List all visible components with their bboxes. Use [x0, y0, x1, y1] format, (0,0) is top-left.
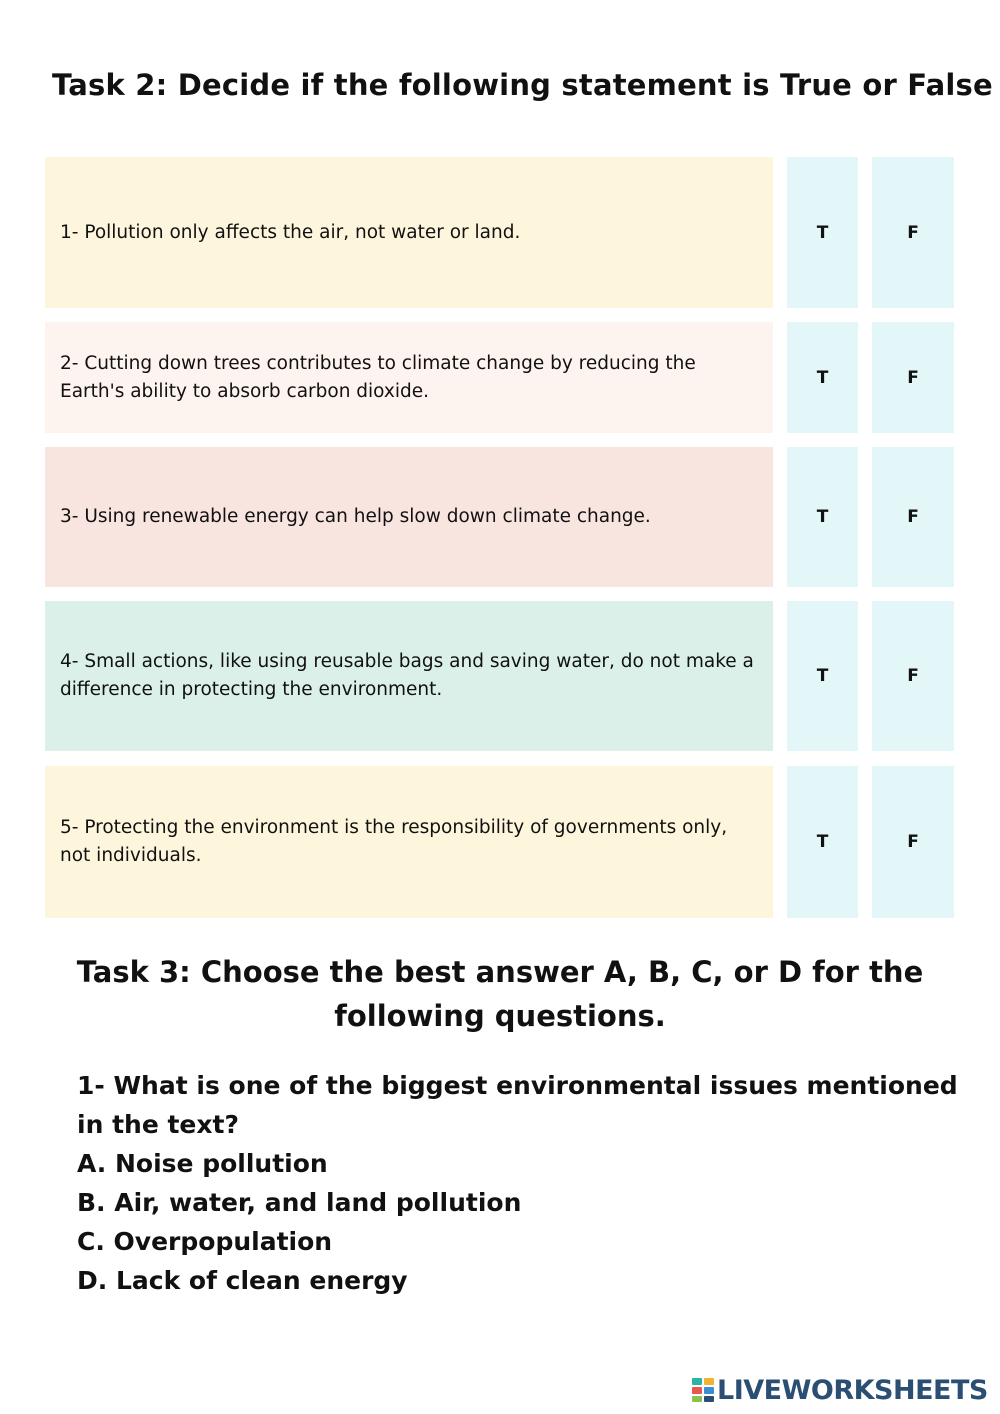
false-option[interactable]: F — [872, 322, 954, 433]
false-option[interactable]: F — [872, 601, 954, 751]
false-option[interactable]: F — [872, 766, 954, 918]
true-option[interactable]: T — [787, 447, 858, 587]
question-text: 1- What is one of the biggest environmental issues mentioned in the text? — [77, 1071, 958, 1139]
false-option[interactable]: F — [872, 157, 954, 308]
statement-text: 2- Cutting down trees contributes to climate change by reducing the Earth's ability to absorb carbon dioxide. — [45, 322, 773, 433]
choice-b[interactable]: B. Air, water, and land pollution — [77, 1188, 522, 1217]
choice-c[interactable]: C. Overpopulation — [77, 1227, 333, 1256]
liveworksheets-logo — [692, 1374, 988, 1406]
choice-d[interactable]: D. Lack of clean energy — [77, 1266, 408, 1295]
choice-a[interactable]: A. Noise pollution — [77, 1149, 328, 1178]
task3-title: Task 3: Choose the best answer A, B, C, or D for the following questions. — [76, 955, 924, 1033]
statement-text: 3- Using renewable energy can help slow down climate change. — [45, 447, 773, 587]
true-option[interactable]: T — [787, 322, 858, 433]
task2-title: Task 2: Decide if the following statement is True or False — [52, 68, 993, 102]
true-option[interactable]: T — [787, 601, 858, 751]
statement-text: 4- Small actions, like using reusable bags and saving water, do not make a difference in protecting the environment. — [45, 601, 773, 751]
false-option[interactable]: F — [872, 447, 954, 587]
true-option[interactable]: T — [787, 157, 858, 308]
statement-text: 1- Pollution only affects the air, not water or land. — [45, 157, 773, 308]
brand-name: LIVEWORKSHEETS — [717, 1374, 988, 1406]
answer-choices — [77, 1144, 521, 1300]
true-option[interactable]: T — [787, 766, 858, 918]
statement-text: 5- Protecting the environment is the responsibility of governments only, not individuals. — [45, 766, 773, 918]
liveworksheets-logo-icon — [692, 1378, 714, 1402]
